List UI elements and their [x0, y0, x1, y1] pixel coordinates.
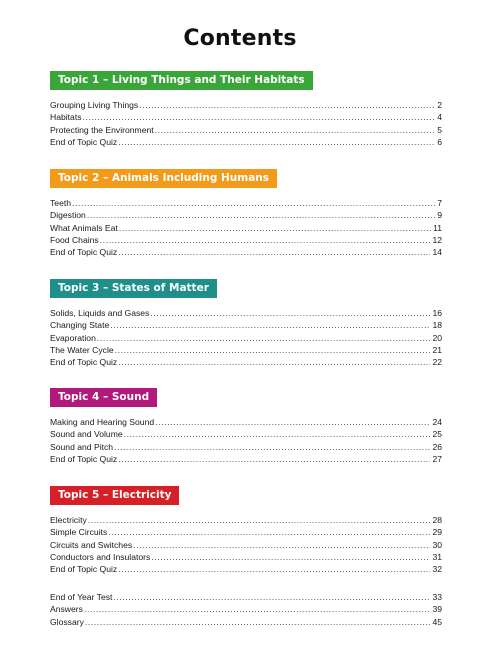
- entry-page: 32: [432, 564, 442, 575]
- dot-leader: [100, 234, 431, 246]
- entry-label: End of Topic Quiz: [50, 357, 118, 368]
- entry-label: Making and Hearing Sound: [50, 417, 155, 427]
- entry-page: 25: [432, 429, 442, 440]
- toc-entry[interactable]: [50, 603, 442, 615]
- entry-label: End of Topic Quiz: [50, 453, 118, 464]
- toc-entry[interactable]: [50, 551, 442, 563]
- toc-entry[interactable]: [50, 526, 442, 538]
- entry-page: 12: [432, 234, 442, 245]
- toc-entry[interactable]: [50, 136, 442, 148]
- entry-page: 9: [437, 210, 442, 221]
- entry-label: End of Year Test: [50, 592, 113, 602]
- toc-entry[interactable]: [50, 539, 442, 551]
- dot-leader: [119, 222, 431, 234]
- toc-entry[interactable]: [50, 99, 442, 111]
- topic-3-section: [50, 278, 442, 368]
- entry-label: Sound and Pitch: [50, 441, 114, 452]
- page-title: Contents: [183, 26, 297, 51]
- dot-leader: [139, 99, 435, 111]
- toc-entry[interactable]: [50, 332, 442, 344]
- back-matter-section: [50, 591, 442, 628]
- dot-leader: [155, 124, 436, 136]
- dot-leader: [84, 603, 430, 615]
- entry-page: 22: [432, 357, 442, 368]
- dot-leader: [133, 539, 430, 551]
- toc-entry[interactable]: [50, 616, 442, 628]
- dot-leader: [110, 319, 430, 331]
- dot-leader: [150, 307, 430, 319]
- entry-page: 7: [437, 198, 442, 208]
- entry-label: Digestion: [50, 210, 86, 221]
- topic-1-heading: Topic 1 – Living Things and Their Habitats: [50, 71, 313, 90]
- entry-label: Grouping Living Things: [50, 100, 139, 110]
- entry-page: 30: [432, 539, 442, 550]
- entry-label: Simple Circuits: [50, 527, 108, 538]
- entry-label: Electricity: [50, 515, 87, 525]
- entry-page: 24: [432, 417, 442, 427]
- dot-leader: [72, 197, 435, 209]
- toc-entry[interactable]: [50, 453, 442, 465]
- entry-label: Evaporation: [50, 332, 96, 343]
- entry-label: Circuits and Switches: [50, 539, 133, 550]
- entry-label: Solids, Liquids and Gases: [50, 308, 150, 318]
- toc-entry[interactable]: [50, 197, 442, 209]
- entry-page: 4: [437, 112, 442, 123]
- entry-label: Glossary: [50, 616, 84, 627]
- entry-label: Changing State: [50, 320, 110, 331]
- toc-entry[interactable]: [50, 234, 442, 246]
- entry-page: 11: [433, 222, 442, 233]
- entry-page: 27: [432, 453, 442, 464]
- dot-leader: [155, 416, 430, 428]
- entry-label: What Animals Eat: [50, 222, 118, 233]
- toc-entry[interactable]: [50, 344, 442, 356]
- entry-page: 29: [432, 527, 442, 538]
- topic-3-heading: Topic 3 – States of Matter: [50, 279, 217, 298]
- toc-entry[interactable]: [50, 124, 442, 136]
- entry-label: Protecting the Environment: [50, 124, 154, 135]
- dot-leader: [113, 591, 430, 603]
- entry-page: 33: [432, 592, 442, 602]
- topic-1-section: [50, 70, 442, 148]
- entry-page: 5: [437, 124, 442, 135]
- dot-leader: [108, 526, 430, 538]
- toc-entry[interactable]: [50, 209, 442, 221]
- entry-label: Habitats: [50, 112, 82, 123]
- toc-entry[interactable]: [50, 222, 442, 234]
- toc-entry[interactable]: [50, 416, 442, 428]
- topic-2-heading: Topic 2 – Animals Including Humans: [50, 169, 277, 188]
- toc-entry[interactable]: [50, 356, 442, 368]
- entry-page: 14: [432, 247, 442, 258]
- toc-entry[interactable]: [50, 428, 442, 440]
- dot-leader: [118, 136, 435, 148]
- toc-entry[interactable]: [50, 246, 442, 258]
- dot-leader: [118, 246, 430, 258]
- toc-entry[interactable]: [50, 514, 442, 526]
- dot-leader: [115, 344, 431, 356]
- dot-leader: [151, 551, 430, 563]
- topic-4-section: [50, 387, 442, 465]
- dot-leader: [118, 453, 430, 465]
- entry-page: 2: [437, 100, 442, 110]
- dot-leader: [118, 356, 430, 368]
- entry-label: Conductors and Insulators: [50, 551, 151, 562]
- toc-entry[interactable]: [50, 111, 442, 123]
- entry-label: The Water Cycle: [50, 344, 114, 355]
- entry-label: End of Topic Quiz: [50, 564, 118, 575]
- topic-5-section: [50, 485, 442, 575]
- entry-page: 16: [432, 308, 442, 318]
- toc-entry[interactable]: [50, 307, 442, 319]
- dot-leader: [114, 441, 430, 453]
- toc-entry[interactable]: [50, 591, 442, 603]
- entry-page: 6: [437, 136, 442, 147]
- entry-label: End of Topic Quiz: [50, 136, 118, 147]
- entry-page: 39: [432, 604, 442, 615]
- dot-leader: [87, 209, 435, 221]
- entry-page: 31: [432, 551, 442, 562]
- dot-leader: [124, 428, 431, 440]
- topic-4-heading: Topic 4 – Sound: [50, 388, 157, 407]
- toc-entry[interactable]: [50, 563, 442, 575]
- entry-label: Answers: [50, 604, 83, 615]
- entry-page: 28: [432, 515, 442, 525]
- toc-entry[interactable]: [50, 441, 442, 453]
- entry-page: 20: [432, 332, 442, 343]
- entry-label: End of Topic Quiz: [50, 247, 118, 258]
- entry-label: Food Chains: [50, 234, 99, 245]
- entry-page: 18: [432, 320, 442, 331]
- toc-entry[interactable]: [50, 319, 442, 331]
- dot-leader: [118, 563, 430, 575]
- topic-5-heading: Topic 5 – Electricity: [50, 486, 179, 505]
- entry-label: Sound and Volume: [50, 429, 123, 440]
- topic-2-section: [50, 168, 442, 258]
- dot-leader: [83, 111, 436, 123]
- entry-page: 45: [432, 616, 442, 627]
- entry-label: Teeth: [50, 198, 72, 208]
- entry-page: 21: [432, 344, 442, 355]
- dot-leader: [97, 332, 431, 344]
- dot-leader: [88, 514, 431, 526]
- dot-leader: [85, 616, 431, 628]
- entry-page: 26: [432, 441, 442, 452]
